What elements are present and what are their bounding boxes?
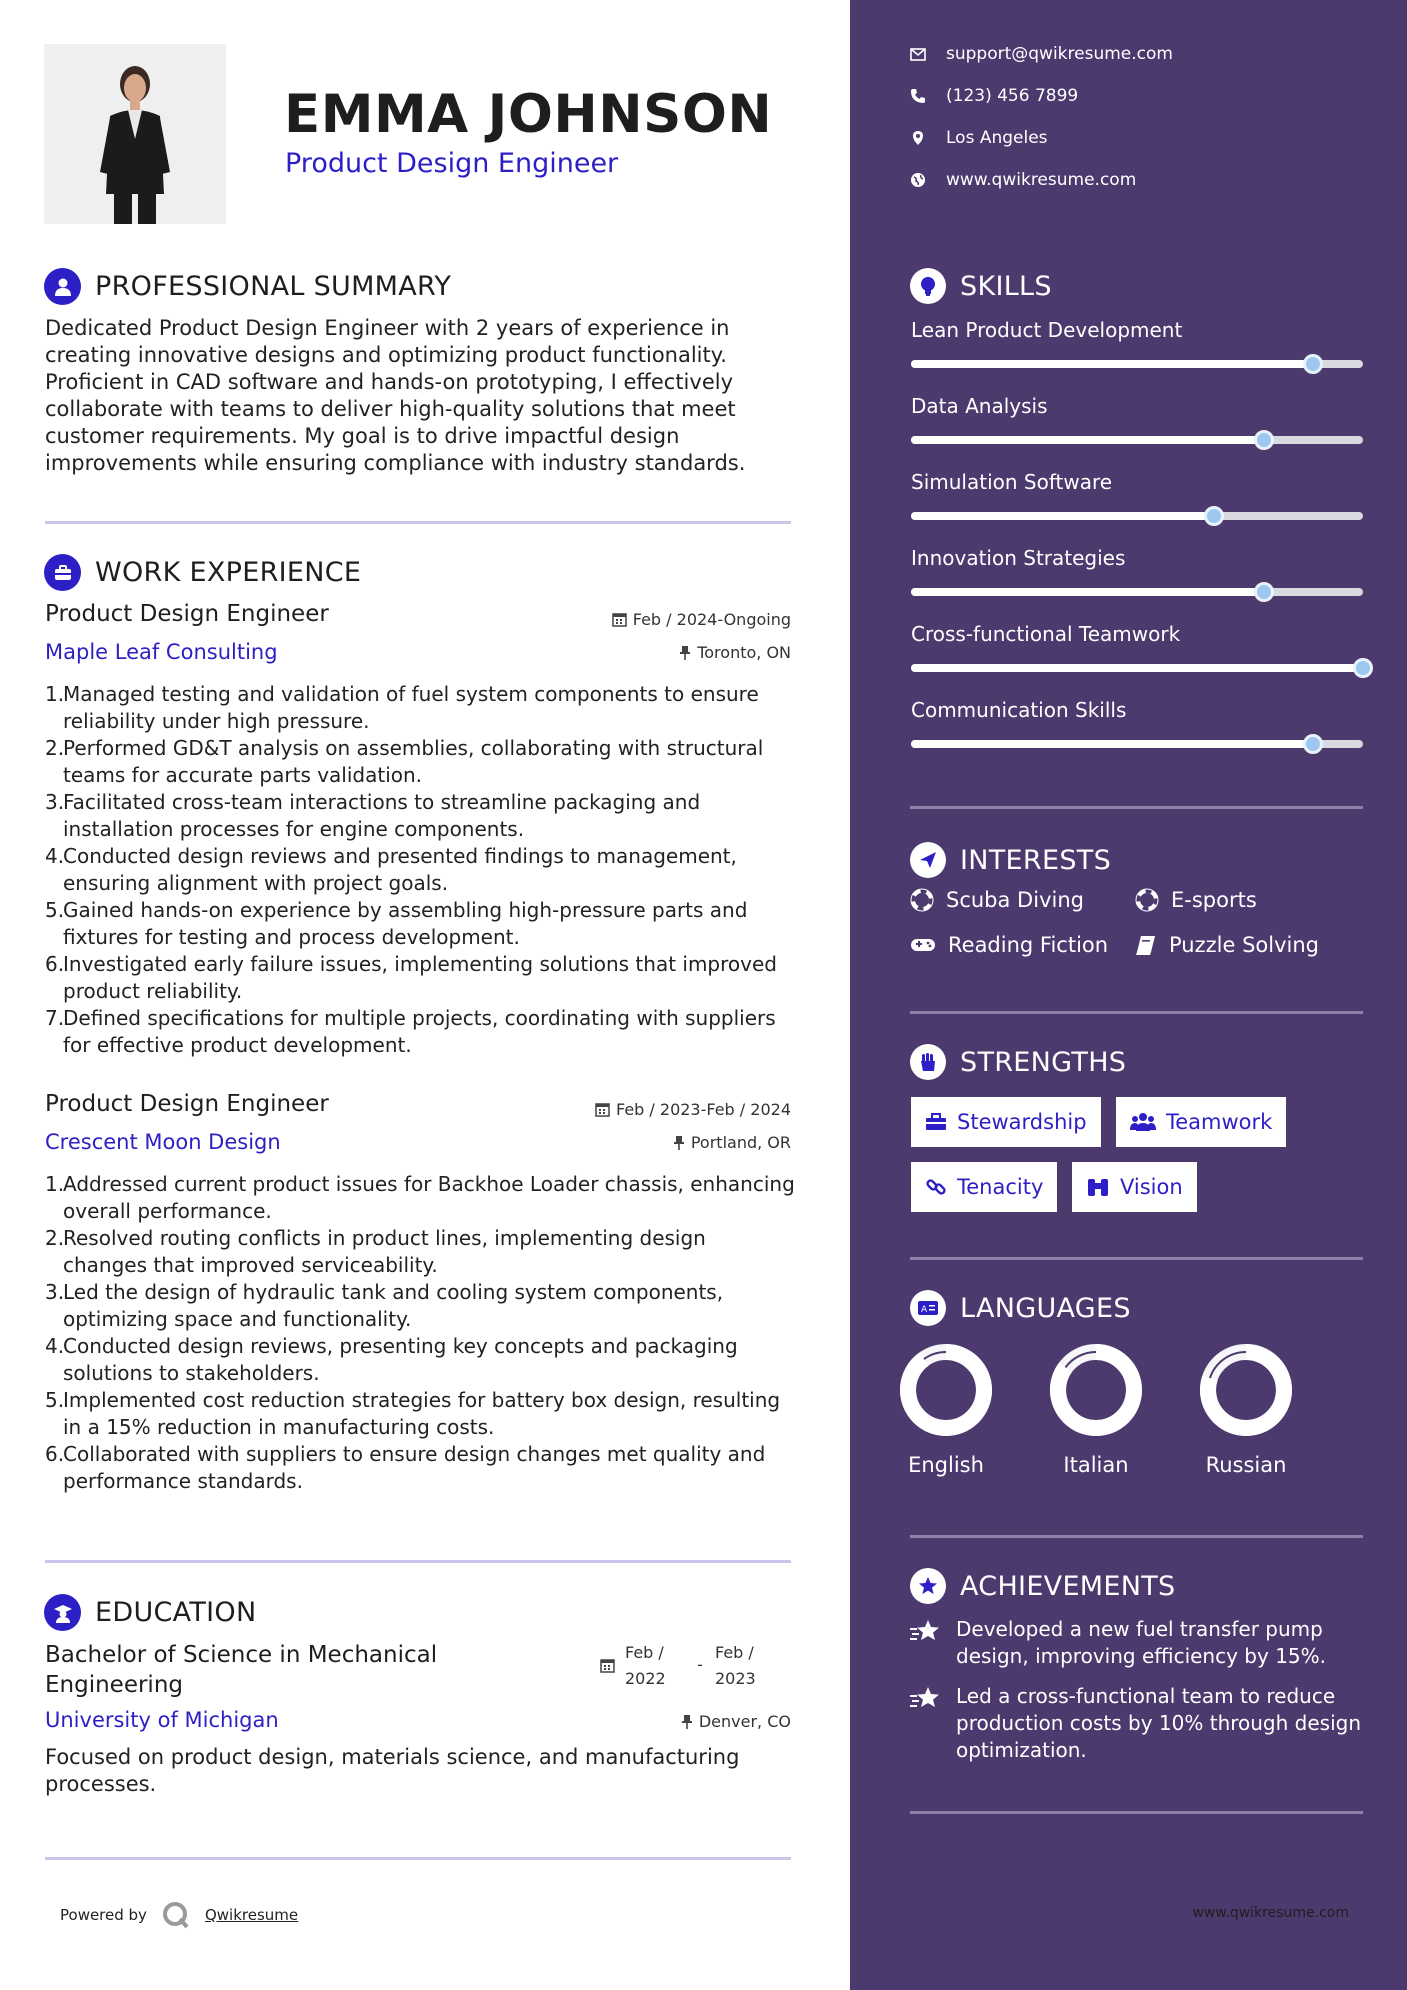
strength-label: Vision (1120, 1175, 1183, 1199)
summary-text: Dedicated Product Design Engineer with 2 years of experience in creating innovative designs and optimizing product functionality. Proficient in CAD software and hands-on prototyping, I effectively collaborate with teams to deliver high-quality solutions that meet customer requirements. My goal is to drive impactful design improvements while ensuring compliance with industry standards. (45, 316, 746, 475)
education-description: Focused on product design, materials science, and manufacturing processes. (45, 1745, 740, 1796)
education-title: EDUCATION (95, 1597, 257, 1628)
skill-label: Simulation Software (911, 470, 1113, 494)
school-name: University of Michigan (45, 1708, 279, 1732)
language-proficiency-ring (1198, 1342, 1294, 1438)
list-item: Investigated early failure issues, implementing solutions that improved product reliability. (63, 952, 777, 1003)
contact-location (910, 128, 1048, 148)
skill-bar (911, 512, 1363, 520)
skill-level-knob (1254, 430, 1274, 450)
candidate-role: Product Design Engineer (285, 148, 619, 179)
interests-title: INTERESTS (960, 844, 1112, 876)
start-year: 2022 (625, 1669, 666, 1688)
list-item: Collaborated with suppliers to ensure design changes met quality and performance standards. (63, 1442, 766, 1493)
experience-header (44, 554, 361, 591)
divider (910, 1257, 1363, 1260)
book-icon (1135, 934, 1157, 956)
language-name: English (908, 1453, 984, 1477)
achievements-header (910, 1568, 1176, 1604)
start-date (625, 1640, 685, 1692)
divider (910, 806, 1363, 809)
language-item (881, 1342, 1011, 1477)
interest-item (1135, 888, 1257, 912)
interest-label: E-sports (1171, 888, 1257, 912)
envelope-icon (910, 48, 926, 61)
toolbox-icon (925, 1113, 947, 1131)
strength-badge (1116, 1097, 1286, 1147)
end-year: 2023 (715, 1669, 756, 1688)
skill-bar-fill (911, 436, 1264, 444)
language-name: Russian (1205, 1453, 1287, 1477)
list-item: Resolved routing conflicts in product lines, implementing design changes that improved serviceability. (63, 1226, 706, 1277)
strength-badge (1072, 1162, 1197, 1212)
job-location-text: Toronto, ON (697, 643, 791, 662)
map-pin-icon (910, 130, 926, 146)
skills-header (910, 268, 1052, 304)
divider (910, 1535, 1363, 1538)
duties-list (45, 681, 795, 1059)
list-item: Addressed current product issues for Backhoe Loader chassis, enhancing overall performance. (63, 1172, 795, 1223)
achievement-item (910, 1683, 1370, 1764)
calendar-icon (612, 612, 627, 627)
skill-level-knob (1303, 354, 1323, 374)
list-item: Managed testing and validation of fuel system components to ensure reliability under high pressure. (63, 682, 759, 733)
list-item: Defined specifications for multiple projects, coordinating with suppliers for effective product development. (63, 1006, 776, 1057)
language-proficiency-ring (898, 1342, 994, 1438)
job-dates-text: Feb / 2023-Feb / 2024 (616, 1100, 791, 1119)
degree-title: Bachelor of Science in Mechanical Engineering (45, 1642, 438, 1698)
strength-badge (911, 1097, 1101, 1147)
company-name: Crescent Moon Design (45, 1130, 281, 1154)
job-dates (612, 610, 791, 629)
job-title: Product Design Engineer (45, 601, 329, 627)
end-month: Feb / (715, 1643, 754, 1662)
skill-label: Innovation Strategies (911, 546, 1126, 570)
job-dates-text: Feb / 2024-Ongoing (632, 610, 791, 629)
interest-item (1135, 933, 1319, 957)
brand-link[interactable]: Qwikresume (204, 1906, 299, 1924)
skill-bar-fill (911, 360, 1313, 368)
lightbulb-icon (910, 268, 946, 304)
skill-level-knob (1254, 582, 1274, 602)
star-icon (910, 1618, 942, 1646)
skill-label: Lean Product Development (911, 318, 1183, 342)
skill-bar-fill (911, 740, 1313, 748)
strengths-title: STRENGTHS (960, 1046, 1127, 1078)
list-item: Conducted design reviews, presenting key concepts and packaging solutions to stakeholders. (63, 1334, 738, 1385)
contact-email (910, 44, 1173, 64)
achievement-text: Led a cross-functional team to reduce production costs by 10% through design optimization. (956, 1684, 1362, 1762)
divider (910, 1011, 1363, 1014)
list-item: Facilitated cross-team interactions to streamline packaging and installation processes for engine components. (63, 790, 701, 841)
language-icon (910, 1290, 946, 1326)
interests-header (910, 842, 1111, 878)
strength-label: Teamwork (1166, 1110, 1273, 1134)
skill-bar-fill (911, 588, 1264, 596)
pin-icon (673, 1135, 685, 1150)
strength-badge (911, 1162, 1057, 1212)
job-location (679, 643, 791, 662)
life-ring-icon (1135, 888, 1159, 912)
job-location (673, 1133, 791, 1152)
gamepad-icon (910, 936, 936, 954)
divider (45, 1560, 791, 1563)
skill-level-knob (1204, 506, 1224, 526)
phone-text: (123) 456 7899 (946, 86, 1079, 106)
user-icon (44, 268, 81, 305)
job-dates (595, 1100, 791, 1119)
users-icon (1130, 1112, 1156, 1132)
summary-title: PROFESSIONAL SUMMARY (95, 271, 452, 302)
award-star-icon (910, 1568, 946, 1604)
skills-title: SKILLS (960, 270, 1052, 302)
skill-level-knob (1303, 734, 1323, 754)
profile-photo (44, 44, 226, 224)
footer-site[interactable]: www.qwikresume.com (1192, 1905, 1349, 1921)
skill-bar (911, 360, 1363, 368)
job-title: Product Design Engineer (45, 1091, 329, 1117)
sidebar (850, 0, 1407, 1990)
company-name: Maple Leaf Consulting (45, 640, 278, 664)
divider (45, 521, 791, 524)
powered-by-label: Powered by (60, 1906, 147, 1924)
achievement-text: Developed a new fuel transfer pump design, improving efficiency by 15%. (956, 1617, 1326, 1668)
ring-fill (908, 1352, 984, 1428)
languages-title: LANGUAGES (960, 1292, 1131, 1324)
skill-label: Communication Skills (911, 698, 1127, 722)
achievement-item (910, 1616, 1370, 1670)
divider (910, 1811, 1363, 1814)
list-item: Performed GD&T analysis on assemblies, collaborating with structural teams for accurate parts validation. (63, 736, 764, 787)
interest-item (910, 933, 1108, 957)
candidate-name: EMMA JOHNSON (284, 84, 773, 145)
date-separator: - (697, 1655, 703, 1674)
svg-text:A: A (921, 1305, 928, 1315)
language-item (1031, 1342, 1161, 1477)
end-date (715, 1640, 775, 1692)
language-item (1181, 1342, 1311, 1477)
pin-icon (679, 645, 691, 660)
interest-label: Puzzle Solving (1169, 933, 1319, 957)
skill-bar (911, 740, 1363, 748)
briefcase-icon (44, 554, 81, 591)
contact-phone (910, 86, 1078, 106)
powered-by (60, 1900, 298, 1930)
interest-label: Scuba Diving (946, 888, 1084, 912)
skill-level-knob (1353, 658, 1373, 678)
skill-label: Cross-functional Teamwork (911, 622, 1181, 646)
email-text: support@qwikresume.com (946, 44, 1173, 64)
skill-bar-fill (911, 512, 1214, 520)
education-header (44, 1594, 256, 1631)
skill-bar-fill (911, 664, 1363, 672)
paper-plane-icon (910, 842, 946, 878)
experience-title: WORK EXPERIENCE (95, 557, 362, 588)
globe-icon (910, 172, 926, 188)
calendar-icon (600, 1658, 615, 1673)
divider (45, 1857, 791, 1860)
skill-bar (911, 588, 1363, 596)
phone-icon (910, 88, 926, 104)
list-item: Gained hands-on experience by assembling high-pressure parts and fixtures for testing and process development. (63, 898, 748, 949)
achievements-title: ACHIEVEMENTS (960, 1570, 1176, 1602)
languages-header (910, 1290, 1131, 1326)
contact-website (910, 170, 1136, 190)
skill-label: Data Analysis (911, 394, 1048, 418)
summary-header (44, 268, 451, 305)
language-proficiency-ring (1048, 1342, 1144, 1438)
language-name: Italian (1063, 1453, 1129, 1477)
job-location-text: Portland, OR (690, 1133, 791, 1152)
start-month: Feb / (625, 1643, 664, 1662)
link-icon (925, 1176, 947, 1198)
list-item: Implemented cost reduction strategies for battery box design, resulting in a 15% reduction in manufacturing costs. (63, 1388, 781, 1439)
calendar-icon (595, 1102, 610, 1117)
list-item: Led the design of hydraulic tank and cooling system components, optimizing space and functionality. (63, 1280, 724, 1331)
website-text[interactable]: www.qwikresume.com (946, 170, 1137, 190)
strength-label: Stewardship (957, 1110, 1087, 1134)
qwikresume-logo-icon (161, 1900, 191, 1930)
strengths-header (910, 1044, 1126, 1080)
education-dates (600, 1640, 775, 1692)
interest-label: Reading Fiction (948, 933, 1109, 957)
fist-icon (910, 1044, 946, 1080)
pin-icon (681, 1714, 693, 1729)
skill-bar (911, 664, 1363, 672)
education-location (681, 1712, 791, 1731)
life-ring-icon (910, 888, 934, 912)
location-text: Los Angeles (946, 128, 1048, 148)
skill-bar (911, 436, 1363, 444)
star-icon (910, 1685, 942, 1713)
binoculars-icon (1086, 1177, 1110, 1197)
list-item: Conducted design reviews and presented findings to management, ensuring alignment with project goals. (63, 844, 737, 895)
graduate-icon (44, 1594, 81, 1631)
duties-list (45, 1171, 795, 1495)
education-location-text: Denver, CO (698, 1712, 791, 1731)
strength-label: Tenacity (957, 1175, 1044, 1199)
interest-item (910, 888, 1084, 912)
